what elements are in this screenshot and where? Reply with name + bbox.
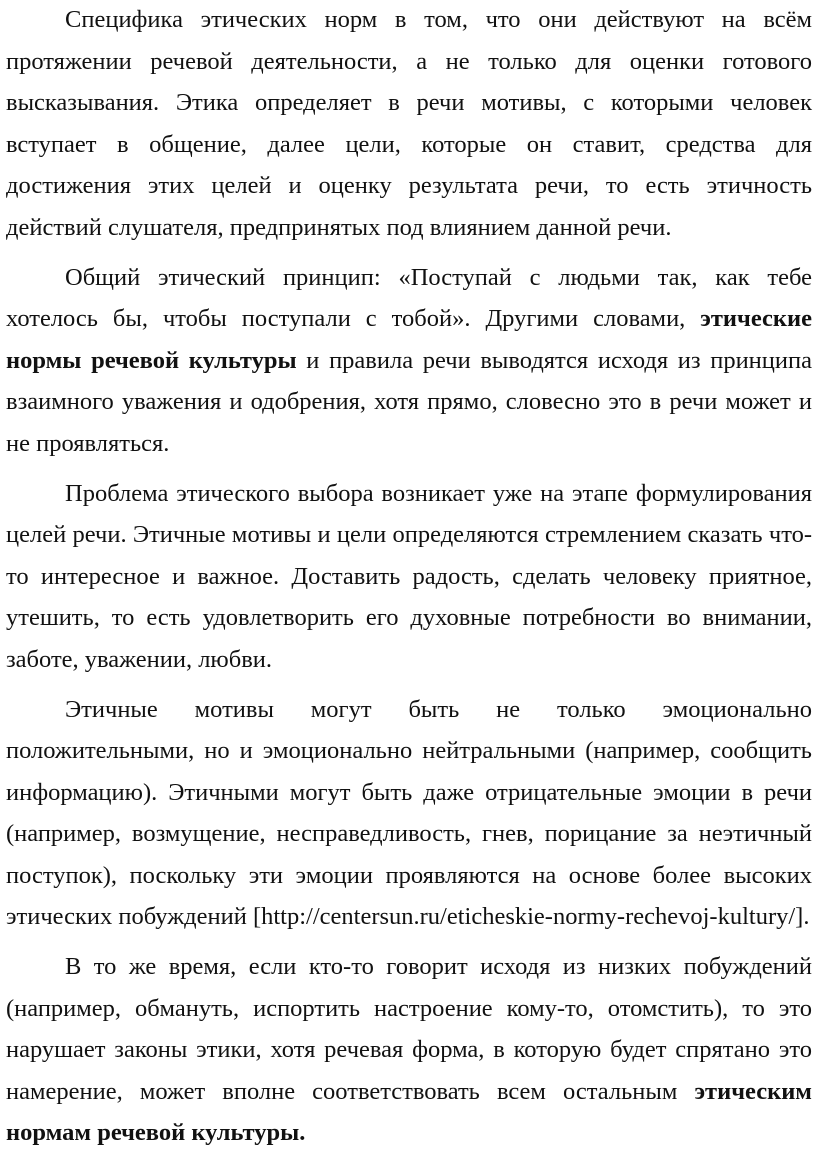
paragraph-2-text-end: и правила речи выводятся исходя из принципа взаимного уважения и одобрения, хотя прямо, словесно это в речи может и не проявляться. [6, 346, 812, 457]
paragraph-5-bold-term: этическим нормам речевой культуры. [6, 1077, 812, 1147]
paragraph-2 [6, 257, 812, 465]
paragraph-4-text: Этичные мотивы могут быть не только эмоционально положительными, но и эмоционально нейтральными (например, сообщить информацию). Этичными могут быть даже отрицательные эмоции в речи (например, возмущение, несправедливость, гнев, порицание за неэтичный поступок), поскольку эти эмоции проявляются на основе более высоких этических побуждений [http://centersun.ru/eticheskie-normy-rechevoj-kultury/]. [6, 695, 812, 931]
paragraph-2-text-start: Общий этический принцип: «Поступай с людьми так, как тебе хотелось бы, чтобы поступали с тобой». Другими словами, [6, 263, 812, 333]
paragraph-3-text: Проблема этического выбора возникает уже на этапе формулирования целей речи. Этичные мотивы и цели определяются стремлением сказать что-то интересное и важное. Доставить радость, сделать человеку приятное, утешить, то есть удовлетворить его духовные потребности во внимании, заботе, уважении, любви. [6, 479, 812, 673]
paragraph-5 [6, 946, 812, 1154]
paragraph-2-bold-term: этические нормы речевой культуры [6, 305, 812, 374]
paragraph-3 [6, 473, 812, 681]
paragraph-1-text: Специфика этических норм в том, что они действуют на всём протяжении речевой деятельности, а не только для оценки готового высказывания. Этика определяет в речи мотивы, с которыми человек вступает в общение, далее цели, которые он ставит, средства для достижения этих целей и оценку результата речи, то есть этичность действий слушателя, предпринятых под влиянием данной речи. [6, 6, 812, 241]
paragraph-1 [6, 0, 812, 249]
paragraph-5-text-start: В то же время, если кто-то говорит исходя из низких побуждений (например, обмануть, испортить настроение кому-то, отомстить), то это нарушает законы этики, хотя речевая форма, в которую будет спрятано это намерение, может вполне соответствовать всем остальным [6, 953, 812, 1105]
document-page [6, 0, 812, 1154]
paragraph-4 [6, 689, 812, 939]
